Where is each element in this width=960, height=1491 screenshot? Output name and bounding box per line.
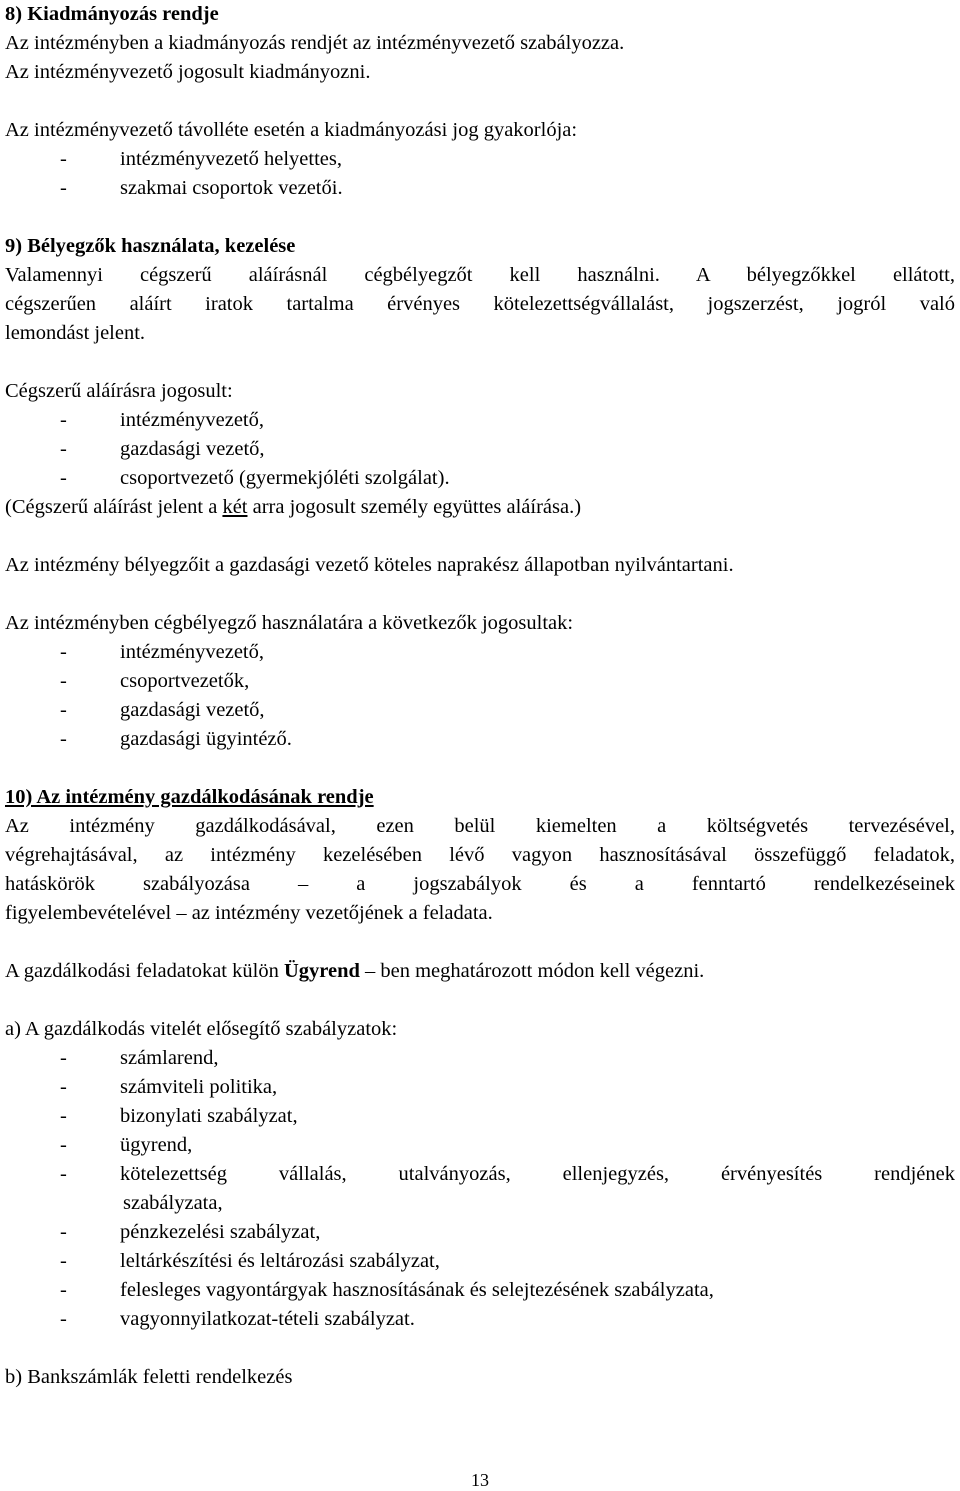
list-dash: - <box>60 1134 67 1156</box>
list-item <box>5 1044 955 1073</box>
list-item-text: intézményvezető, <box>120 409 265 431</box>
list-dash: - <box>60 1163 67 1185</box>
section-9-paragraph-1-line-3: lemondást jelent. <box>5 322 146 344</box>
list-item <box>5 1305 955 1334</box>
list-item <box>5 1160 955 1189</box>
list-item-text: csoportvezető (gyermekjóléti szolgálat). <box>120 467 450 489</box>
list-dash: - <box>60 1076 67 1098</box>
list-item-text: ügyrend, <box>120 1134 193 1156</box>
list-item-text: szakmai csoportok vezetői. <box>120 177 343 199</box>
section-10-paragraph-1-line-4: figyelembevételével – az intézmény vezetőjének a feladata. <box>5 902 493 924</box>
list-dash: - <box>60 148 67 170</box>
list-item-continuation: szabályzata, <box>123 1192 223 1214</box>
note-text-underlined: két <box>222 496 248 518</box>
list-item-text: leltárkészítési és leltározási szabályzat, <box>120 1250 440 1272</box>
document-page <box>5 0 955 1392</box>
list-item-text: számviteli politika, <box>120 1076 278 1098</box>
section-10-paragraph-2 <box>5 957 955 986</box>
section-10-paragraph-1-line-2: végrehajtásával, az intézmény kezelésében lévő vagyon hasznosításával összefüggő feladatok, <box>5 844 955 866</box>
note-text-post: arra jogosult személy együttes aláírása.) <box>247 496 582 518</box>
list-dash: - <box>60 409 67 431</box>
paragraph-text-post: – ben meghatározott módon kell végezni. <box>359 960 705 982</box>
list-item-text: számlarend, <box>120 1047 219 1069</box>
list-dash: - <box>60 1221 67 1243</box>
section-10-paragraph-1-line-1: Az intézmény gazdálkodásával, ezen belül kiemelten a költségvetés tervezésével, <box>5 815 955 837</box>
spacer <box>5 87 955 116</box>
list-dash: - <box>60 177 67 199</box>
list-item <box>5 696 955 725</box>
list-dash: - <box>60 1105 67 1127</box>
section-9-heading: 9) Bélyegzők használata, kezelése <box>5 235 296 257</box>
section-9-paragraph-2: Cégszerű aláírásra jogosult: <box>5 380 233 402</box>
list-item <box>5 174 955 203</box>
list-item <box>5 1102 955 1131</box>
section-9-paragraph-3: Az intézmény bélyegzőit a gazdasági vezető köteles naprakész állapotban nyilvántartani. <box>5 554 734 576</box>
spacer <box>5 348 955 377</box>
list-item-text: gazdasági vezető, <box>120 699 265 721</box>
paragraph-text-pre: A gazdálkodási feladatokat külön <box>5 960 284 982</box>
list-item-text: kötelezettség vállalás, utalványozás, ellenjegyzés, érvényesítés rendjének <box>120 1163 955 1185</box>
list-item <box>5 464 955 493</box>
list-item <box>5 1131 955 1160</box>
section-10-paragraph-1-line-3: hatáskörök szabályozása – a jogszabályok és a fenntartó rendelkezéseinek <box>5 873 955 895</box>
list-item-text: felesleges vagyontárgyak hasznosításának és selejtezésének szabályzata, <box>120 1279 714 1301</box>
spacer <box>5 203 955 232</box>
list-item <box>5 1218 955 1247</box>
list-item-text: csoportvezetők, <box>120 670 250 692</box>
list-dash: - <box>60 1250 67 1272</box>
note-text-pre: (Cégszerű aláírást jelent a <box>5 496 223 518</box>
section-8-paragraph-1: Az intézményben a kiadmányozás rendjét az intézményvezető szabályozza. <box>5 32 625 54</box>
list-dash: - <box>60 1308 67 1330</box>
section-8-paragraph-2: Az intézményvezető jogosult kiadmányozni. <box>5 61 371 83</box>
list-item-text: bizonylati szabályzat, <box>120 1105 298 1127</box>
list-dash: - <box>60 1047 67 1069</box>
page-number: 13 <box>471 1470 489 1490</box>
spacer <box>5 522 955 551</box>
list-item <box>5 435 955 464</box>
subsection-a-heading: a) A gazdálkodás vitelét elősegítő szabályzatok: <box>5 1018 398 1040</box>
section-8-paragraph-3: Az intézményvezető távolléte esetén a kiadmányozási jog gyakorlója: <box>5 119 578 141</box>
section-10-heading: 10) Az intézmény gazdálkodásának rendje <box>5 786 374 808</box>
list-item-text: intézményvezető helyettes, <box>120 148 342 170</box>
list-item-text: gazdasági vezető, <box>120 438 265 460</box>
section-9-paragraph-1-line-1: Valamennyi cégszerű aláírásnál cégbélyegzőt kell használni. A bélyegzőkkel ellátott, <box>5 264 955 286</box>
section-8-heading: 8) Kiadmányozás rendje <box>5 3 219 25</box>
list-item <box>5 1247 955 1276</box>
list-item <box>5 1073 955 1102</box>
list-item <box>5 406 955 435</box>
list-item <box>5 638 955 667</box>
spacer <box>5 580 955 609</box>
list-item <box>5 667 955 696</box>
section-9-paragraph-4: Az intézményben cégbélyegző használatára a következők jogosultak: <box>5 612 574 634</box>
list-dash: - <box>60 1279 67 1301</box>
paragraph-text-bold: Ügyrend <box>283 960 360 982</box>
list-item-text: pénzkezelési szabályzat, <box>120 1221 321 1243</box>
spacer <box>5 986 955 1015</box>
list-item <box>5 1276 955 1305</box>
spacer <box>5 1334 955 1363</box>
list-dash: - <box>60 641 67 663</box>
list-item <box>5 145 955 174</box>
list-item-text: intézményvezető, <box>120 641 265 663</box>
list-dash: - <box>60 699 67 721</box>
list-dash: - <box>60 728 67 750</box>
list-dash: - <box>60 670 67 692</box>
list-item-text: vagyonnyilatkozat-tételi szabályzat. <box>120 1308 415 1330</box>
section-9-note <box>5 493 955 522</box>
spacer <box>5 754 955 783</box>
spacer <box>5 928 955 957</box>
section-9-paragraph-1-line-2: cégszerűen aláírt iratok tartalma érvényes kötelezettségvállalást, jogszerzést, jogról való <box>5 293 955 315</box>
list-item-text: gazdasági ügyintéző. <box>120 728 292 750</box>
list-item <box>5 725 955 754</box>
list-dash: - <box>60 467 67 489</box>
list-dash: - <box>60 438 67 460</box>
subsection-b-heading: b) Bankszámlák feletti rendelkezés <box>5 1366 293 1388</box>
